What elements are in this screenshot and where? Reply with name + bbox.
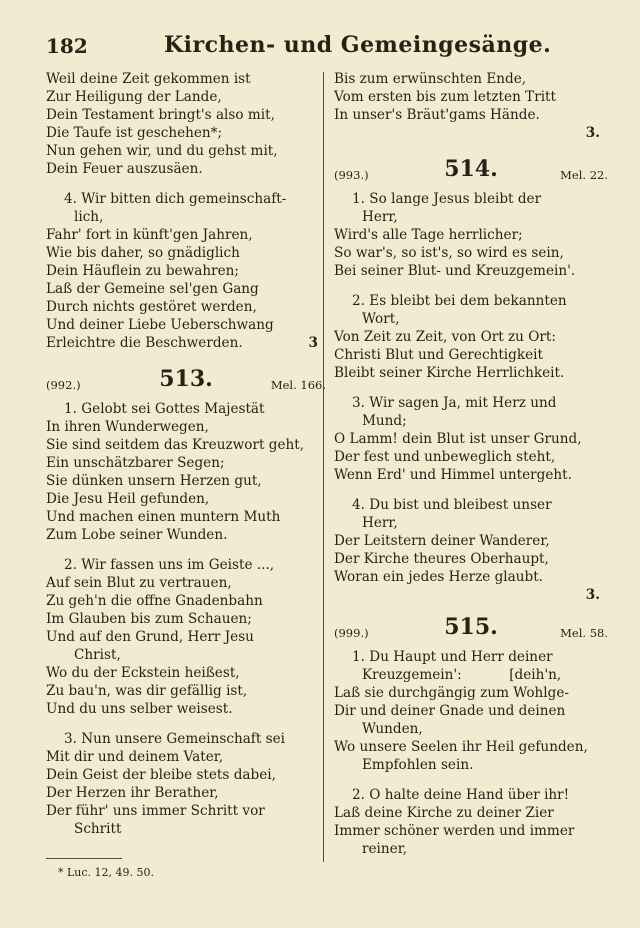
verse-line: Wo du der Eckstein heißest,: [46, 665, 240, 681]
hymn-514-heading: [334, 156, 608, 190]
verse-line: 1. So lange Jesus bleibt der: [352, 191, 542, 207]
verse-line: Die Jesu Heil gefunden,: [46, 491, 210, 507]
verse-line: Wenn Erd' und Himmel untergeht.: [334, 467, 572, 483]
verse-line: Laß der Gemeine sel'gen Gang: [46, 281, 259, 297]
verse-end-mark: 3.: [585, 125, 600, 141]
verse-line: Kreuzgemein': [deih'n,: [362, 667, 562, 683]
verse-line: Bleibt seiner Kirche Herrlichkeit.: [334, 365, 565, 381]
verse-line: 1. Du Haupt und Herr deiner: [352, 649, 553, 665]
verse-line: Dein Feuer auszusäen.: [46, 161, 203, 177]
left-column: [46, 70, 326, 838]
verse-line: Laß deine Kirche zu deiner Zier: [334, 805, 554, 821]
verse-line: Herr,: [362, 515, 398, 531]
hymn-515-verse-2: [334, 786, 608, 858]
melody-reference: Mel. 166.: [270, 378, 326, 392]
hymn-514-verse-4: [334, 496, 608, 604]
hymn-reference: (992.): [46, 378, 81, 392]
hymn-514-verse-2: [334, 292, 608, 382]
hymn-513-verse-1: [46, 400, 326, 544]
verse-line: In ihren Wunderwegen,: [46, 419, 209, 435]
verse-line: Dein Testament bringt's also mit,: [46, 107, 275, 123]
hymn-515-verse-1: [334, 648, 608, 774]
verse-line: Wird's alle Tage herrlicher;: [334, 227, 523, 243]
footnote: * Luc. 12, 49. 50.: [58, 866, 155, 879]
verse-line: Und machen einen muntern Muth: [46, 509, 281, 525]
verse-line: Der Kirche theures Oberhaupt,: [334, 551, 549, 567]
verse-line: Bei seiner Blut- und Kreuzgemein'.: [334, 263, 576, 279]
verse-line: Dir und deiner Gnade und deinen: [334, 703, 566, 719]
verse-line: Laß sie durchgängig zum Wohlge-: [334, 685, 569, 701]
verse-line: Mit dir und deinem Vater,: [46, 749, 224, 765]
verse-line: Und auf den Grund, Herr Jesu: [46, 629, 254, 645]
verse-line: Christi Blut und Gerechtigkeit: [334, 347, 543, 363]
verse-line: 3. Nun unsere Gemeinschaft sei: [64, 731, 285, 747]
verse-line: Zum Lobe seiner Wunden.: [46, 527, 228, 543]
verse-line: 2. O halte deine Hand über ihr!: [352, 787, 570, 803]
footnote-rule: [46, 858, 122, 859]
melody-reference: Mel. 58.: [560, 626, 608, 640]
verse-line: Herr,: [362, 209, 398, 225]
verse-line: Mund;: [362, 413, 407, 429]
verse-line: Und du uns selber weisest.: [46, 701, 233, 717]
verse-line: Zur Heiligung der Lande,: [46, 89, 222, 105]
verse-line: 4. Wir bitten dich gemeinschaft-: [64, 191, 287, 207]
verse-line: O Lamm! dein Blut ist unser Grund,: [334, 431, 582, 447]
verse-line: Erleichtre die Beschwerden.: [46, 335, 243, 351]
hymn-513-verse-3: [46, 730, 326, 838]
verse-line: Wunden,: [362, 721, 423, 737]
verse-line: 4. Du bist und bleibest unser: [352, 497, 552, 513]
hymn-514-verse-3: [334, 394, 608, 484]
verse-continuation: [46, 70, 326, 178]
verse-line: reiner,: [362, 841, 408, 857]
verse-line: Die Taufe ist geschehen*;: [46, 125, 223, 141]
verse-line: 3. Wir sagen Ja, mit Herz und: [352, 395, 557, 411]
hymn-514-verse-1: [334, 190, 608, 280]
verse-line: Von Zeit zu Zeit, von Ort zu Ort:: [334, 329, 556, 345]
verse-line: In unser's Bräut'gams Hände.: [334, 107, 540, 123]
verse-line: So war's, so ist's, so wird es sein,: [334, 245, 564, 261]
verse-line: Der führ' uns immer Schritt vor: [46, 803, 265, 819]
verse-line: Fahr' fort in künft'gen Jahren,: [46, 227, 253, 243]
verse-line: Im Glauben bis zum Schauen;: [46, 611, 252, 627]
verse-line: 2. Es bleibt bei dem bekannten: [352, 293, 567, 309]
right-column: [334, 70, 608, 858]
verse-line: Zu geh'n die offne Gnadenbahn: [46, 593, 263, 609]
verse-line: Woran ein jedes Herze glaubt.: [334, 569, 544, 585]
hymn-513-verse-2: [46, 556, 326, 718]
verse-line: Dein Häuflein zu bewahren;: [46, 263, 239, 279]
verse-line: Nun gehen wir, und du gehst mit,: [46, 143, 278, 159]
verse-line: Christ,: [74, 647, 121, 663]
melody-reference: Mel. 22.: [560, 168, 608, 182]
verse-line: Dein Geist der bleibe stets dabei,: [46, 767, 276, 783]
verse-line: Sie sind seitdem das Kreuzwort geht,: [46, 437, 305, 453]
page-header: [46, 30, 602, 64]
hymn-number: 515.: [444, 614, 498, 640]
verse-line: Und deiner Liebe Ueberschwang: [46, 317, 274, 333]
verse-end-mark: 3: [308, 335, 318, 351]
page-number: 182: [46, 34, 88, 58]
verse-end-mark: 3.: [585, 587, 600, 603]
verse-line: Immer schöner werden und immer: [334, 823, 575, 839]
verse-line: Weil deine Zeit gekommen ist: [46, 71, 251, 87]
verse-continuation: [334, 70, 608, 142]
verse-line: Auf sein Blut zu vertrauen,: [46, 575, 232, 591]
hymn-number: 514.: [444, 156, 498, 182]
verse-line: Ein unschätzbarer Segen;: [46, 455, 225, 471]
verse-line: Wie bis daher, so gnädiglich: [46, 245, 240, 261]
verse-line: Bis zum erwünschten Ende,: [334, 71, 527, 87]
verse-line: lich,: [74, 209, 104, 225]
verse-line: 1. Gelobt sei Gottes Majestät: [64, 401, 265, 417]
verse-line: 2. Wir fassen uns im Geiste ...,: [64, 557, 275, 573]
hymn-reference: (993.): [334, 168, 369, 182]
verse-line: Empfohlen sein.: [362, 757, 474, 773]
verse-line: Wort,: [362, 311, 400, 327]
running-title: Kirchen- und Gemeingesänge.: [164, 32, 552, 58]
verse-line: Der Herzen ihr Berather,: [46, 785, 219, 801]
verse-line: Zu bau'n, was dir gefällig ist,: [46, 683, 248, 699]
verse-line: Vom ersten bis zum letzten Tritt: [334, 89, 556, 105]
verse-line: Schritt: [74, 821, 122, 837]
verse-line: Der Leitstern deiner Wanderer,: [334, 533, 550, 549]
hymn-513-heading: [46, 366, 326, 400]
verse-line: Sie dünken unsern Herzen gut,: [46, 473, 262, 489]
hymn-number: 513.: [159, 366, 213, 392]
verse-line: Wo unsere Seelen ihr Heil gefunden,: [334, 739, 588, 755]
verse-4: [46, 190, 326, 352]
hymn-515-heading: [334, 614, 608, 648]
verse-line: Der fest und unbeweglich steht,: [334, 449, 556, 465]
hymn-reference: (999.): [334, 626, 369, 640]
verse-line: Durch nichts gestöret werden,: [46, 299, 257, 315]
